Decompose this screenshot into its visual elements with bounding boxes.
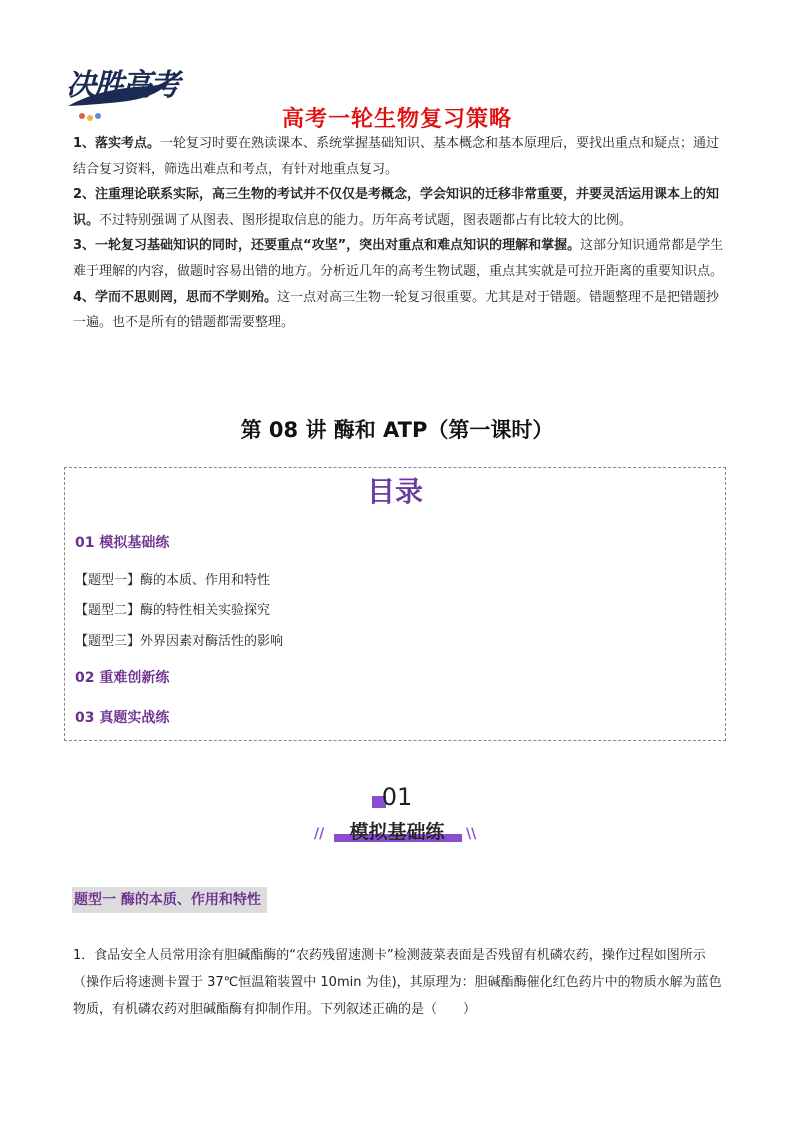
toc-section-01[interactable]: 01 模拟基础练 [75,535,170,551]
toc-title: 目录 [366,475,423,508]
strategy-item-3-bold: 3、一轮复习基础知识的同时，还要重点“攻坚”，突出对重点和难点知识的理解和掌握。 [73,238,581,254]
section-deco-left: // [314,826,325,842]
strategy-item-3 [73,233,725,284]
strategy-item-4-bold: 4、学而不思则罔，思而不学则殆。 [73,289,278,305]
strategy-list [73,131,725,336]
strategy-item-2 [73,182,725,233]
toc-subitem-1[interactable]: 【题型一】酶的本质、作用和特性 [75,573,271,588]
question-1: 1．食品安全人员常用涂有胆碱酯酶的“农药残留速测卡”检测菠菜表面是否残留有机磷农药，操作过程如图所示（操作后将速测卡置于 37℃恒温箱装置中 10min 为佳)，其原理为：胆碱酯酶催化红色药片中的物质水解为蓝色物质，有机磷农药对胆碱酯酶有抑制作用。下列叙述正确的是（ ） [73,948,722,1017]
question-type-heading: 题型一 酶的本质、作用和特性 [72,887,267,913]
toc-section-02[interactable]: 02 重难创新练 [75,670,170,686]
strategy-item-2-text: 不过特别强调了从图表、图形提取信息的能力。历年高考试题，图表题都占有比较大的比例。 [99,212,633,228]
toc-section-03[interactable]: 03 真题实战练 [75,710,170,726]
strategy-item-1-text: 一轮复习时要在熟读课本、系统掌握基础知识、基本概念和基本原理后，要找出重点和疑点；通过结合复习资料，筛选出难点和考点，有针对地重点复习。 [73,136,720,177]
section-number: 01 [381,783,413,811]
strategy-item-4 [73,285,725,336]
table-of-contents [64,467,726,741]
logo-text: 决胜高考 [66,68,178,103]
strategy-item-4-text: 这一点对高三生物一轮复习很重要。尤其是对于错题。错题整理不是把错题抄一遍。也不是所有的错题都需要整理。 [73,289,720,331]
section-name: 模拟基础练 [349,821,445,843]
strategy-item-1-bold: 1、落实考点。 [73,136,161,151]
toc-subitem-3[interactable]: 【题型三】外界因素对酶活性的影响 [75,634,284,649]
strategy-item-1 [73,131,725,182]
lesson-title: 第 08 讲 酶和 ATP（第一课时） [240,418,554,442]
toc-subitem-2[interactable]: 【题型二】酶的特性相关实验探究 [75,603,271,618]
strategy-item-2-bold: 2、注重理论联系实际，高三生物的考试并不仅仅是考概念，学会知识的迁移非常重要，并要灵活运用课本上的知识。 [73,187,720,228]
document-title: 高考一轮生物复习策略 [281,107,512,132]
strategy-item-3-text: 这部分知识通常都是学生难于理解的内容，做题时容易出错的地方。分析近几年的高考生物试题，重点其实就是可拉开距离的重要知识点。 [73,238,724,279]
section-deco-right: \\ [466,826,477,842]
